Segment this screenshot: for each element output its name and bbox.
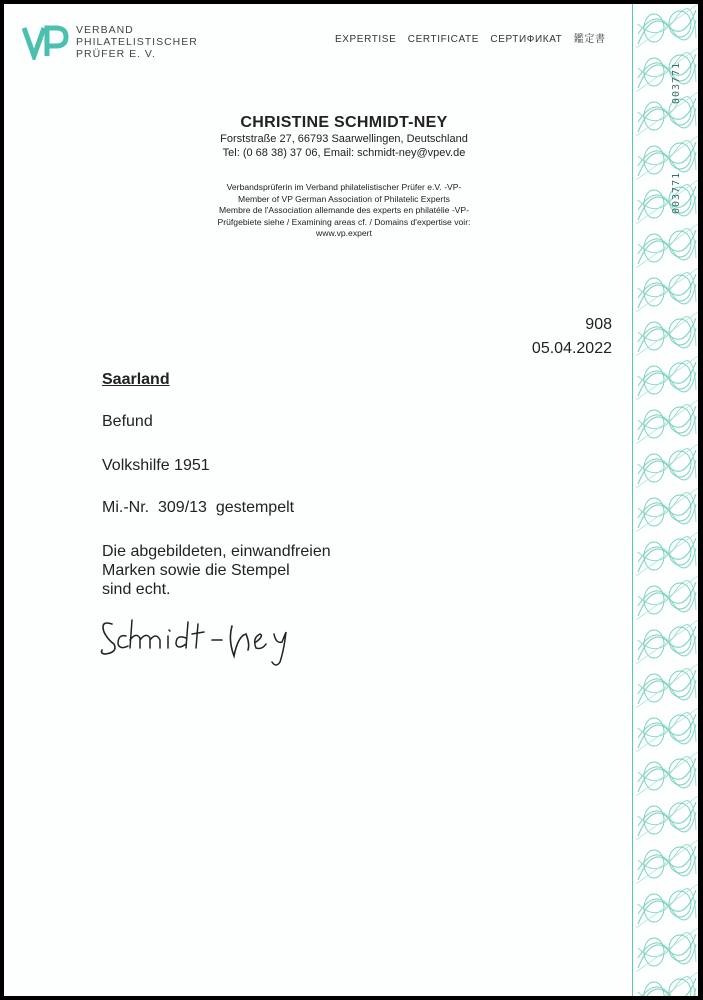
vp-logo-icon	[22, 24, 70, 60]
country-heading: Saarland	[102, 371, 170, 388]
logo-line: PHILATELISTISCHER	[76, 36, 198, 48]
label-expertise: EXPERTISE	[335, 34, 397, 45]
stamp-issue: Volkshilfe 1951	[102, 457, 210, 474]
logo-line: PRÜFER E. V.	[76, 48, 156, 60]
statement-line: Die abgebildeten, einwandfreien	[102, 543, 331, 560]
catalog-number: Mi.-Nr. 309/13 gestempelt	[102, 499, 295, 516]
serial-number: 003771	[671, 61, 682, 104]
membership-line: Membre de l'Association allemande des experts en philatélie -VP-	[218, 205, 470, 215]
membership-line: Member of VP German Association of Philatelic Experts	[238, 193, 450, 204]
association-logo-text	[76, 24, 198, 60]
certificate-page	[4, 4, 698, 996]
examiner-address: Forststraße 27, 66793 Saarwellingen, Deutschland	[220, 133, 468, 145]
examiner-contact: Tel: (0 68 38) 37 06, Email: schmidt-ney@vpev.de	[222, 147, 466, 159]
guilloche-border	[636, 4, 698, 996]
serial-number: 003771	[671, 171, 682, 214]
label-kanteisho: 鑑定書	[573, 34, 606, 45]
association-membership	[154, 182, 534, 240]
membership-line: Prüfgebiete siehe / Examining areas cf. / Domains d'expertise voir:	[217, 216, 471, 227]
certificate-type: Befund	[102, 413, 153, 430]
handwritten-signature	[96, 610, 306, 670]
membership-line: Verbandsprüferin im Verband philatelistischer Prüfer e.V. -VP-	[226, 182, 462, 192]
certificate-date: 05.04.2022	[531, 340, 612, 357]
examiner-header	[154, 114, 534, 160]
label-sertifikat: СЕРТИФИКАТ	[490, 34, 563, 45]
statement-line: sind echt.	[102, 581, 171, 598]
certificate-labels	[335, 30, 614, 45]
logo-line: VERBAND	[76, 24, 134, 36]
label-certificate: CERTIFICATE	[407, 34, 479, 45]
border-line	[632, 4, 633, 996]
examiner-name: CHRISTINE SCHMIDT-NEY	[240, 114, 448, 131]
statement-line: Marken sowie die Stempel	[102, 562, 290, 579]
membership-line: www.vp.expert	[316, 228, 372, 238]
certificate-statement	[102, 542, 331, 599]
certificate-number: 908	[585, 316, 612, 333]
